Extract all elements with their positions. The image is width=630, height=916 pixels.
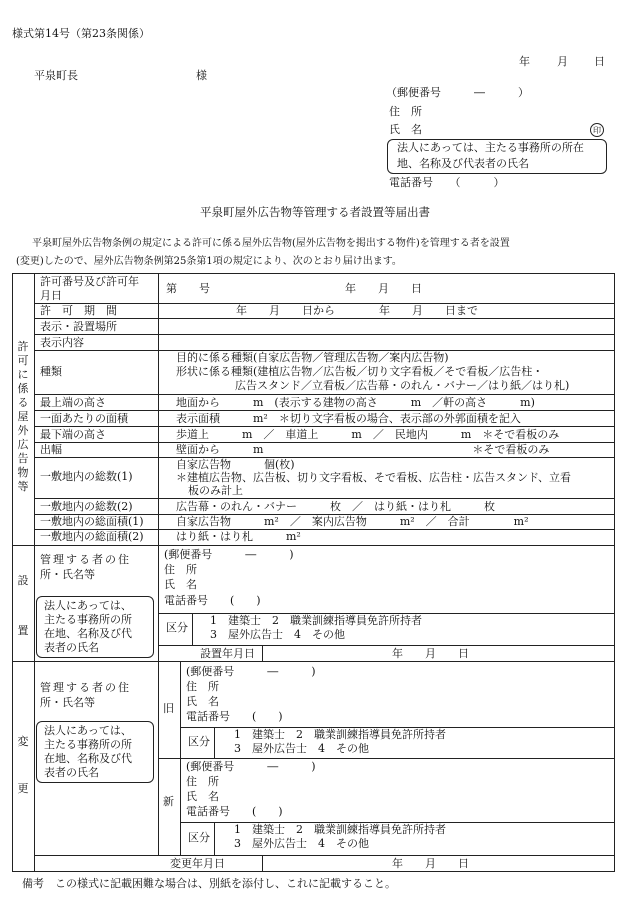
seal-icon: 印 (590, 123, 604, 137)
bottom-height-value: 歩道上 m ／ 車道上 m ／ 民地内 m ＊そで看板のみ (176, 428, 560, 441)
area-value: 表示面積 m² ＊切り文字看板の場合、表示部の外郭面積を記入 (176, 412, 521, 425)
area-label: 一面あたりの面積 (40, 412, 128, 425)
bottom-height-label: 最下端の高さ (40, 428, 106, 441)
sumarea2-label: 一敷地内の総面積(2) (40, 530, 144, 543)
change-corp-note-2: 主たる事務所の所 (44, 738, 132, 751)
type-label: 種類 (40, 365, 62, 378)
setup-date-label: 設置年月日 (200, 647, 255, 660)
setup-corp-note-4: 表者の氏名 (44, 641, 99, 654)
change-new-label: 新 (163, 795, 174, 808)
setup-manager-label-1: 管理する者の住 (40, 553, 131, 566)
change-manager-label-2: 所・氏名等 (40, 696, 95, 709)
setup-class-line-1: 1 建築士 2 職業訓練指導員免許所持者 (210, 614, 422, 627)
new-postal: (郵便番号 ― ) (186, 760, 316, 773)
new-class-line-1: 1 建築士 2 職業訓練指導員免許所持者 (234, 823, 446, 836)
overhang-value: 壁面から m ＊そで看板のみ (176, 443, 550, 456)
corp-note-line-2: 地、名称及び代表者の氏名 (397, 157, 529, 170)
change-date-label: 変更年月日 (170, 857, 225, 870)
setup-class-label: 区分 (166, 621, 188, 634)
top-height-label: 最上端の高さ (40, 396, 106, 409)
addressee-name: 平泉町長 (34, 69, 78, 82)
old-class-line-2: 3 屋外広告士 4 その他 (234, 742, 369, 755)
place-label: 表示・設置場所 (40, 320, 117, 333)
setup-phone: 電話番号 ( ) (164, 594, 261, 607)
old-postal: (郵便番号 ― ) (186, 665, 316, 678)
permit-no-value: 第 号 (166, 282, 210, 295)
change-corp-note-3: 在地、名称及び代 (44, 752, 132, 765)
change-corp-note-1: 法人にあっては、 (44, 724, 132, 737)
old-address: 住 所 (186, 680, 219, 693)
new-name: 氏 名 (186, 790, 219, 803)
count1-line-3: 板のみ計上 (188, 484, 243, 497)
permit-no-date: 年 月 日 (345, 282, 422, 295)
setup-side-label-1: 設 (17, 574, 29, 587)
permit-no-label-1: 許可番号及び許可年 (40, 275, 139, 288)
form-id: 様式第14号（第23条関係） (12, 27, 150, 40)
change-old-label: 旧 (163, 702, 174, 715)
date-month: 月 (557, 55, 568, 68)
change-corp-note-4: 表者の氏名 (44, 766, 99, 779)
count1-line-2: ＊建植広告物、広告板、切り文字看板、そで看板、広告柱・広告スタンド、立看 (176, 471, 572, 484)
top-height-value: 地面から m (表示する建物の高さ m ／軒の高さ m) (176, 396, 535, 409)
type-line-1: 目的に係る種類(自家広告物／管理広告物／案内広告物) (176, 351, 449, 364)
content-label: 表示内容 (40, 336, 84, 349)
addressee-honorific: 様 (196, 69, 207, 82)
new-class-label: 区分 (188, 831, 210, 844)
type-line-3: 広告スタンド／立看板／広告幕・のれん・バナー／はり紙／はり札) (235, 379, 570, 392)
permit-side-label: 許可に係る屋外広告物等 (17, 340, 29, 493)
intro-line-1: 平泉町屋外広告物条例の規定による許可に係る屋外広告物(屋外広告物を掲出する物件)を管理する者を設置 (32, 238, 510, 249)
change-side-label-2: 更 (17, 782, 29, 795)
new-address: 住 所 (186, 775, 219, 788)
date-year: 年 (519, 55, 530, 68)
change-side-label-1: 変 (17, 735, 29, 748)
setup-side-label-2: 置 (17, 624, 29, 637)
overhang-label: 出幅 (40, 443, 62, 456)
old-class-line-1: 1 建築士 2 職業訓練指導員免許所持者 (234, 728, 446, 741)
corp-note-line-1: 法人にあっては、主たる事務所の所在 (397, 141, 584, 154)
document-title: 平泉町屋外広告物等管理する者設置等届出書 (200, 205, 430, 219)
setup-date-value: 年 月 日 (392, 647, 469, 660)
setup-corp-note-1: 法人にあっては、 (44, 599, 132, 612)
type-line-2: 形状に係る種類(建植広告物／広告板／切り文字看板／そで看板／広告柱・ (176, 365, 544, 378)
period-value: 年 月 日から 年 月 日まで (236, 304, 478, 317)
date-day: 日 (594, 55, 605, 68)
sumarea1-value: 自家広告物 m² ／ 案内広告物 m² ／ 合計 m² (176, 515, 529, 528)
old-phone: 電話番号 ( ) (186, 710, 283, 723)
new-class-line-2: 3 屋外広告士 4 その他 (234, 837, 369, 850)
applicant-address-label: 住 所 (389, 105, 422, 118)
applicant-name-label: 氏 名 (389, 123, 422, 136)
remarks: 備考 この様式に記載困難な場合は、別紙を添付し、これに記載すること。 (22, 877, 396, 890)
change-date-value: 年 月 日 (392, 857, 469, 870)
setup-manager-label-2: 所・氏名等 (40, 568, 95, 581)
applicant-postal: （郵便番号 ― ） (386, 86, 529, 99)
sumarea2-value: はり紙・はり札 m² (176, 530, 301, 543)
setup-class-line-2: 3 屋外広告士 4 その他 (210, 628, 345, 641)
setup-name: 氏 名 (164, 578, 197, 591)
intro-line-2: (変更)したので、屋外広告物条例第25条第1項の規定により、次のとおり届け出ます。 (16, 256, 402, 267)
sumarea1-label: 一敷地内の総面積(1) (40, 515, 144, 528)
count1-label: 一敷地内の総数(1) (40, 470, 133, 483)
change-manager-label-1: 管理する者の住 (40, 681, 131, 694)
period-label: 許 可 期 間 (40, 304, 117, 317)
count1-line-1: 自家広告物 個(枚) (176, 458, 295, 471)
applicant-phone: 電話番号 （ ） (389, 176, 505, 189)
setup-corp-note-2: 主たる事務所の所 (44, 613, 132, 626)
count2-label: 一敷地内の総数(2) (40, 500, 133, 513)
setup-address: 住 所 (164, 563, 197, 576)
setup-postal: (郵便番号 ― ) (164, 548, 294, 561)
old-name: 氏 名 (186, 695, 219, 708)
new-phone: 電話番号 ( ) (186, 805, 283, 818)
count2-value: 広告幕・のれん・バナー 枚 ／ はり紙・はり札 枚 (176, 500, 495, 513)
permit-no-label-2: 月日 (40, 289, 62, 302)
setup-corp-note-3: 在地、名称及び代 (44, 627, 132, 640)
old-class-label: 区分 (188, 735, 210, 748)
